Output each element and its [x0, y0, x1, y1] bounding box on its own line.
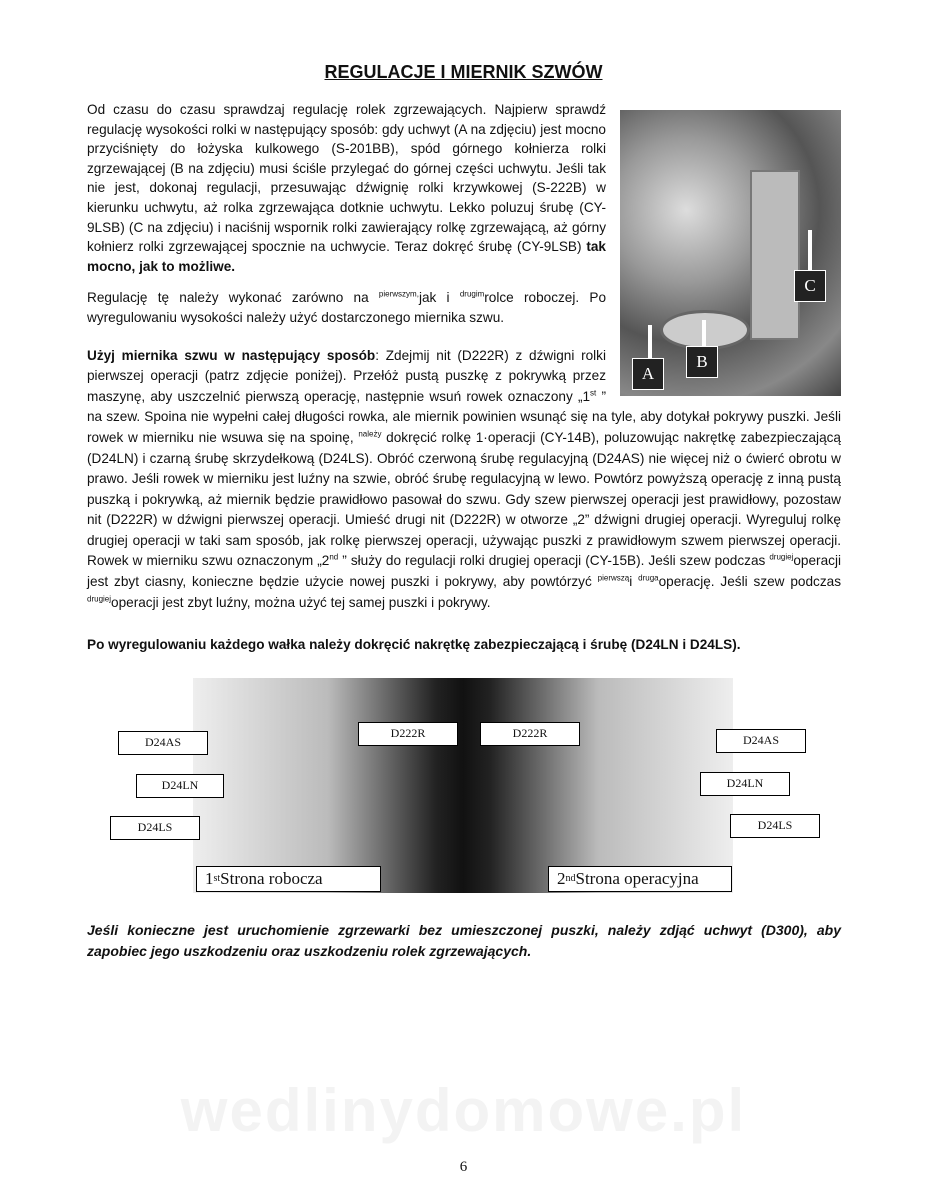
- tag-d24ln-left: D24LN: [136, 774, 224, 798]
- cap2-num: 2: [557, 868, 566, 888]
- p3-t5: operacji jest zbyt ciasny, konieczne będzie użycie nowej puszki i pokrywy, aby powtórzyć: [87, 553, 841, 590]
- tag-d24ls-left: D24LS: [110, 816, 200, 840]
- tag-d24as-left: D24AS: [118, 731, 208, 755]
- cap2-text: Strona operacyjna: [575, 868, 699, 888]
- tag-d222r-left: D222R: [358, 722, 458, 746]
- tag-d24ls-right: D24LS: [730, 814, 820, 838]
- p3-s4: drugiej: [769, 552, 794, 562]
- machine-sides-photo: [193, 678, 733, 893]
- paragraph-warning: Jeśli konieczne jest uruchomienie zgrzewarki bez umieszczonej puszki, należy zdjąć uchwyt (D300), aby zapobiec jego uszkodzeniu oraz uszkodzeniu rolek zgrzewających.: [87, 921, 841, 959]
- page-number: 6: [459, 1159, 468, 1175]
- p2-sup2: drugim: [459, 289, 485, 299]
- caption-working-side: [196, 866, 381, 892]
- p3-t8: operacji jest zbyt luźny, można użyć tej samej puszki i pokrywy.: [111, 594, 491, 610]
- p3-t4: ” służy do regulacji rolki drugiej operacji (CY-15B). Jeśli szew podczas: [338, 553, 770, 569]
- tag-d24as-right: D24AS: [716, 729, 806, 753]
- p3-t6: i: [629, 574, 639, 590]
- p2-a: Regulację tę należy wykonać zarówno na: [87, 290, 379, 306]
- label-b: B: [686, 346, 718, 378]
- p3-t1: : Zdejmij nit (D222R) z dźwigni rolki pierwszej operacji (patrz zdjęcie poniżej). Przełóż pustą puszkę z pokrywką przez maszynę, aby uszczelnić pierwszą operację, następnie wsuń rowek oznaczony „1: [87, 347, 607, 404]
- label-a: A: [632, 358, 664, 390]
- page-title: REGULACJE I MIERNIK SZWÓW: [324, 62, 603, 82]
- p3-s2: należy: [358, 429, 382, 439]
- roller-photo: [620, 110, 841, 396]
- p3-s7: drugiej: [87, 594, 112, 604]
- cap1-text: Strona robocza: [220, 868, 323, 888]
- cap1-num: 1: [205, 868, 214, 888]
- machine-sides-figure: [87, 673, 841, 898]
- paragraph-tighten-note: Po wyregulowaniu każdego wałka należy dokręcić nakrętkę zabezpieczającą i śrubę (D24LN i D24LS).: [87, 637, 741, 653]
- page-content: [87, 100, 841, 962]
- p1-bold: tak mocno, jak to możliwe.: [87, 239, 606, 274]
- label-c: C: [794, 270, 826, 302]
- tag-d24ln-right: D24LN: [700, 772, 790, 796]
- p3-s6: druga: [638, 573, 659, 583]
- cap2-sup: nd: [565, 873, 576, 885]
- cap1-sup: st: [213, 873, 221, 885]
- p2-b: jak i: [418, 290, 460, 306]
- watermark: wedlinydomowe.pl: [180, 1077, 747, 1144]
- p3-bold: Użyj miernika szwu w następujący sposób: [87, 347, 376, 363]
- tag-d222r-right: D222R: [480, 722, 580, 746]
- p3-t2: ” na szew. Spoina nie wypełni całej długości rowka, ale miernik powinien wsunąć się na tyle, aby dotykał pokrywy puszki. Jeśli rowek w mierniku nie wsuwa się na spoinę,: [87, 388, 841, 445]
- caption-operating-side: [548, 866, 732, 892]
- p3-t3: dokręcić rolkę 1·operacji (CY-14B), poluzowując nakrętkę zabezpieczającą (D24LN) i czarną śrubę skrzydełkową (D24LS). Obróć czerwoną śrubę regulacyjną (D24AS) nie więcej niż o ćwierć obrotu w prawo. Jeśli rowek w mierniku jest luźny na szwie, obróć śrubę regulacyjną w lewo. Powtórz powyższą operację z inną pustą puszką i pokrywką, aż miernik będzie prawidłowo pasował do szwu. Gdy szew pierwszej operacji jest prawidłowy, pozostaw nit (D222R) w dźwigni pierwszej operacji. Umieść drugi nit (D222R) w otworze „2” dźwigni drugiej operacji. Wyreguluj rolkę drugiej operacji w taki sam sposób, jak rolkę pierwszej operacji, używając puszki z prawidłowym szwem pierwszej operacji. Rowek w mierniku szwu oznaczonym „2: [87, 429, 841, 569]
- p2-c: rolce roboczej. Po wyregulowaniu wysokości należy użyć dostarczonego miernika szwu.: [87, 290, 607, 325]
- p3-s5: pierwszą: [597, 573, 630, 583]
- p2-sup1: pierwszym,: [378, 289, 419, 299]
- p3-s1: st: [590, 388, 597, 398]
- p3-s3: nd: [329, 552, 339, 562]
- p1-text: Od czasu do czasu sprawdzaj regulację rolek zgrzewających. Najpierw sprawdź regulację wysokości rolki w następujący sposób: gdy uchwyt (A na zdjęciu) jest mocno przyciśnięty do łożyska kulkowego (S-201BB), spód górnego kołnierza rolki zgrzewającej (B na zdjęciu) musi ściśle przylegać do górnej części uchwytu. Jeśli tak nie jest, dokonaj regulacji, przesuwając dźwignię rolki krzywkowej (S-222B) w kierunku uchwytu, aż rolka zgrzewająca dotknie uchwytu. Lekko poluzuj śrubę (CY-9LSB) (C na zdjęciu) i naciśnij wspornik rolki zawierający rolkę zgrzewającą, aż górny kołnierz rolki zgrzewającej spocznie na uchwycie. Teraz dokręć śrubę (CY-9LSB): [87, 102, 606, 255]
- p3-t7: operację. Jeśli szew podczas: [658, 574, 842, 590]
